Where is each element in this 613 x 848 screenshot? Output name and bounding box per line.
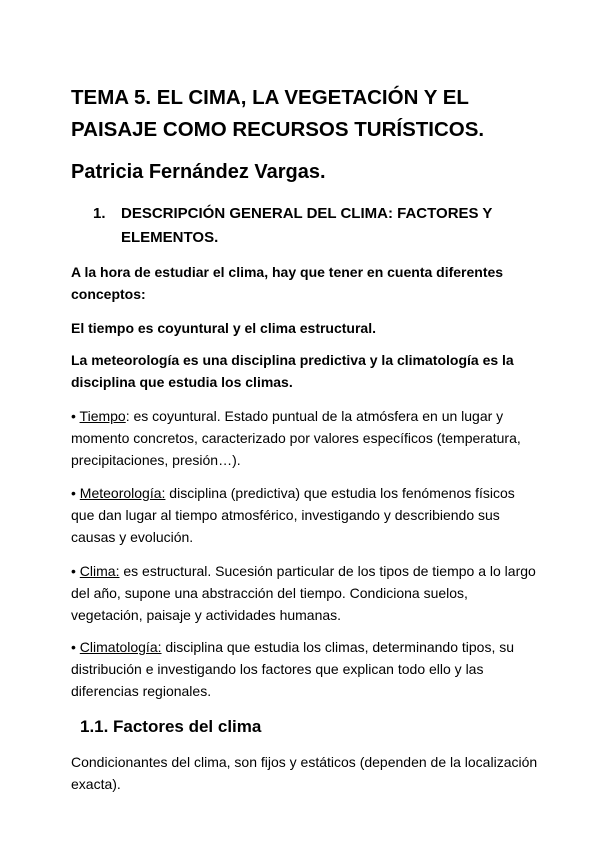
intro-paragraph-2: El tiempo es coyuntural y el clima estructural. [71,320,376,336]
bullet: • [71,408,76,424]
definition-meteorologia [71,482,541,548]
definition-clima [71,560,541,626]
definition-tiempo [71,405,541,471]
section-number: 1. [93,205,106,222]
definition-text: : es coyuntural. Estado puntual de la atmósfera en un lugar y momento concretos, caracterizado por valores específicos (temperatura, precipitaciones, presión…). [71,408,521,468]
definition-text: es estructural. Sucesión particular de los tipos de tiempo a lo largo del año, supone una abstracción del tiempo. Condiciona suelos, vegetación, paisaje y actividades humanas. [71,563,536,623]
definition-term: Tiempo [79,408,126,424]
section-number: 1.1. [80,717,109,736]
section-heading-1 [93,202,533,250]
definition-text: disciplina (predictiva) que estudia los fenómenos físicos que dan lugar al tiempo atmosférico, investigando y describiendo sus causas y evolución. [71,485,515,545]
definition-text: disciplina que estudia los climas, determinando tipos, su distribución e investigando los factores que explican todo ello y las diferencias regionales. [71,639,515,699]
definition-climatologia [71,636,541,702]
document-title: TEMA 5. EL CIMA, LA VEGETACIÓN Y EL PAISAJE COMO RECURSOS TURÍSTICOS. [71,86,485,141]
definition-term: Climatología: [79,639,162,655]
definition-term: Meteorología: [79,485,166,501]
bullet: • [71,563,76,579]
closing-paragraph: Condicionantes del clima, son fijos y estáticos (dependen de la localización exacta). [71,754,538,792]
bullet: • [71,485,76,501]
bullet: • [71,639,76,655]
section-title: DESCRIPCIÓN GENERAL DEL CLIMA: FACTORES Y ELEMENTOS. [121,205,493,246]
author-name: Patricia Fernández Vargas. [71,161,326,183]
intro-paragraph-1: A la hora de estudiar el clima, hay que tener en cuenta diferentes conceptos: [71,264,504,302]
definition-term: Clima: [79,563,120,579]
section-heading-1-1 [80,714,261,740]
section-title: Factores del clima [113,717,262,736]
intro-paragraph-3: La meteorología es una disciplina predictiva y la climatología es la disciplina que estudia los climas. [71,352,514,390]
